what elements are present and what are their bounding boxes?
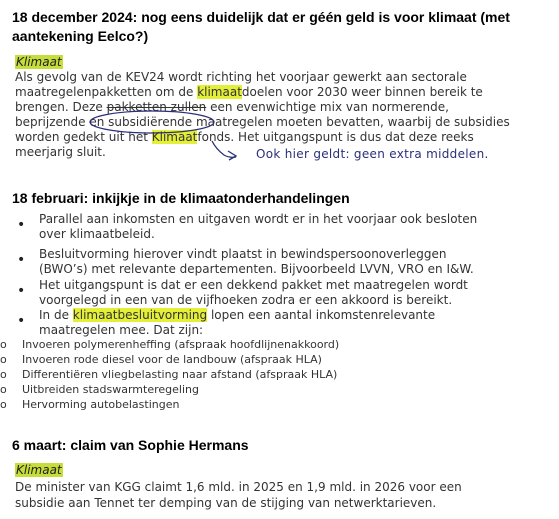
bullet-icon — [17, 284, 25, 292]
circle-bullet-icon: o — [0, 353, 7, 366]
circle-mark — [90, 111, 214, 133]
arrow-head-icon — [228, 151, 236, 160]
bullet2-line1: Besluitvorming hierover vindt plaatst in bewindspersoonoverleggen — [39, 247, 447, 261]
bullet3-line1: Het uitgangspunt is dat er een dekkend pakket met maatregelen wordt — [39, 278, 468, 292]
bullet1-line1: Parallel aan inkomsten en uitgaven wordt er in het voorjaar ook besloten — [39, 212, 478, 226]
bullet3-line2: voorgelegd in een van de vijfhoeken zodra er een akkoord is bereikt. — [39, 293, 453, 307]
section1-title-line2: aantekening Eelco?) — [12, 28, 149, 44]
bullet-icon — [17, 314, 25, 322]
section3-title: 6 maart: claim van Sophie Hermans — [12, 437, 249, 453]
circle-bullet-icon: o — [0, 338, 7, 351]
klimaat-tag: Klimaat — [16, 55, 62, 69]
excerpt1-line6: meerjarig sluit. — [15, 145, 106, 159]
section1-title-line1: 18 december 2024: nog eens duidelijk dat er géén geld is voor klimaat (met — [12, 9, 510, 25]
excerpt1-line2: maatregelenpakketten om de klimaatdoelen voor 2030 weer binnen bereik te — [15, 85, 483, 99]
bullet-icon — [17, 218, 25, 226]
circle-bullet-icon: o — [0, 368, 7, 381]
bullet-icon — [17, 253, 25, 261]
section2-title: 18 februari: inkijkje in de klimaatonderhandelingen — [12, 190, 350, 206]
bullet2-line2: (BWO’s) met relevante departementen. Bijvoorbeeld LVVN, VRO en I&W. — [39, 262, 474, 276]
excerpt1-line3: brengen. Deze pakketten zullen een evenwichtige mix van normerende, — [15, 100, 449, 114]
excerpt1-line5: worden gedekt uit het Klimaatfonds. Het uitgangspunt is dus dat deze reeks — [15, 130, 474, 144]
excerpt1-line1: Als gevolg van de KEV24 wordt richting het voorjaar gewerkt aan sectorale — [15, 70, 467, 84]
section2-list: • Parallel aan inkomsten en uitgaven wordt er in het voorjaar ook besloten over klimaatbeleid. • Besluitvorming hierover vindt plaatst in bewindspersoonoverleggen (BWO’s) met relevante departementen. Bijvoorbeeld LVVN, VRO en I&W. • Het uitgangspunt is dat er een dekkend pakket met maatregelen wordt voorgelegd in een van de vijfhoeken zodra er een akkoord is bereikt. • In de klimaatbesluitvorming lopen een aantal inkomstenrelevante maatregelen mee. Dat zijn: o Invoeren polymerenheffing (afspraak hoofdlijnenakkoord) o Invoeren rode diesel voor de landbouw (afspraak HLA) o Differentiëren vliegbelasting naar afstand (afspraak HLA) o Uitbreiden stadswarmteregeling o Hervorming autobelastingen — [0, 212, 559, 422]
circle-bullet-icon: o — [0, 398, 7, 411]
excerpt3-line1: De minister van KGG claimt 1,6 mld. in 2025 en 1,9 mld. in 2026 voor een — [15, 480, 462, 494]
section3-excerpt — [15, 463, 555, 515]
bullet1-line2: over klimaatbeleid. — [39, 227, 155, 241]
bullet4-line2: maatregelen mee. Dat zijn: — [39, 323, 204, 337]
excerpt1-line4: beprijzende en subsidiërende maatregelen moeten bevatten, waarbij de subsidies — [15, 115, 510, 129]
handwritten-note: Ook hier geldt: geen extra middelen. — [256, 147, 489, 161]
bullet4-line1: In de klimaatbesluitvorming lopen een aantal inkomstenrelevante — [39, 308, 436, 322]
handwritten-annotation-marks — [0, 0, 559, 200]
klimaat-tag: Klimaat — [16, 463, 62, 477]
circle-bullet-icon: o — [0, 383, 7, 396]
arrow-curve — [212, 141, 236, 157]
excerpt3-line2: subsidie aan Tennet ter demping van de stijging van netwerktarieven. — [15, 496, 437, 510]
